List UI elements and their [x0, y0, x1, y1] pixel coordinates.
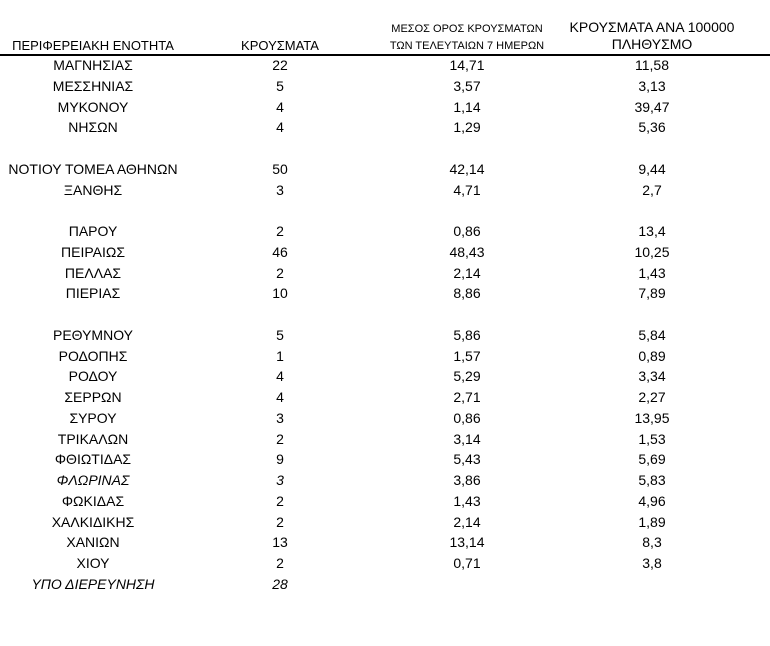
- table-row: [0, 470, 770, 491]
- average-cell: 1,57: [453, 347, 481, 364]
- column-header-per-100000: [556, 19, 748, 53]
- average-cell: 2,14: [453, 513, 481, 530]
- region-cell: ΤΡΙΚΑΛΩΝ: [57, 430, 129, 447]
- table-row: [0, 574, 770, 595]
- per-100000-cell: 8,3: [642, 534, 662, 551]
- region-cell: ΠΕΙΡΑΙΩΣ: [61, 243, 125, 260]
- region-cell: ΥΠΟ ΔΙΕΡΕΥΝΗΣΗ: [31, 575, 155, 592]
- region-cell: ΧΑΛΚΙΔΙΚΗΣ: [51, 513, 135, 530]
- cases-cell: 1: [276, 347, 284, 364]
- cases-cell: 46: [272, 243, 288, 260]
- per-100000-cell: 7,89: [638, 285, 666, 302]
- region-cell: ΡΟΔΟΥ: [68, 368, 118, 385]
- per-100000-cell: 4,96: [638, 492, 666, 509]
- table-row: [0, 325, 770, 346]
- region-cell: ΠΑΡΟΥ: [68, 223, 118, 239]
- table-row: [0, 346, 770, 367]
- cases-cell: 2: [276, 492, 284, 509]
- cases-cell: 2: [276, 555, 284, 571]
- per-100000-cell: 1,43: [638, 264, 666, 281]
- column-header-average: [372, 21, 562, 55]
- average-cell: 8,86: [453, 285, 481, 302]
- per-100000-cell: 9,44: [638, 160, 666, 177]
- average-cell: 5,86: [453, 326, 481, 343]
- cases-cell: 13: [272, 534, 288, 551]
- per-100000-cell: 3,13: [638, 77, 666, 94]
- cases-cell: 3: [276, 472, 284, 488]
- average-cell: 4,71: [453, 181, 481, 198]
- table-row: [0, 221, 770, 242]
- region-cell: ΡΕΘΥΜΝΟΥ: [52, 326, 133, 343]
- per-100000-cell: 5,36: [638, 119, 666, 136]
- table-body: [0, 55, 770, 595]
- average-cell: 1,43: [453, 492, 481, 509]
- column-header-average-line2: ΤΩΝ ΤΕΛΕΥΤΑΙΩΝ 7 ΗΜΕΡΩΝ: [389, 40, 545, 52]
- average-cell: 5,29: [453, 368, 481, 385]
- average-cell: 2,14: [453, 264, 481, 281]
- per-100000-cell: 3,34: [638, 368, 666, 385]
- region-cell: ΜΕΣΣΗΝΙΑΣ: [52, 77, 134, 94]
- region-cell: ΡΟΔΟΠΗΣ: [58, 347, 128, 364]
- table-row: [0, 97, 770, 118]
- region-cell: ΣΕΡΡΩΝ: [64, 389, 122, 405]
- region-cell: ΞΑΝΘΗΣ: [63, 181, 123, 198]
- cases-cell: 2: [276, 513, 284, 530]
- per-100000-cell: 13,95: [634, 409, 670, 426]
- table-row: [0, 283, 770, 304]
- average-cell: 3,57: [453, 77, 481, 94]
- table-row: [0, 159, 770, 180]
- average-cell: 0,86: [453, 223, 481, 239]
- region-cell: ΣΥΡΟΥ: [69, 409, 117, 426]
- table-row: [0, 117, 770, 138]
- average-cell: 2,71: [453, 389, 481, 405]
- column-header-region: ΠΕΡΙΦΕΡΕΙΑΚΗ ΕΝΟΤΗΤΑ: [12, 38, 174, 53]
- table-row: [0, 387, 770, 408]
- region-cell: ΦΛΩΡΙΝΑΣ: [56, 472, 130, 488]
- per-100000-cell: 2,7: [642, 181, 662, 198]
- per-100000-cell: 10,25: [634, 243, 670, 260]
- cases-cell: 5: [276, 77, 284, 94]
- per-100000-cell: 3,8: [642, 555, 662, 571]
- region-cell: ΠΕΛΛΑΣ: [64, 264, 122, 281]
- region-cell: ΦΘΙΩΤΙΔΑΣ: [54, 451, 132, 468]
- per-100000-cell: 5,84: [638, 326, 666, 343]
- cases-cell: 4: [276, 98, 284, 115]
- per-100000-cell: 11,58: [635, 57, 669, 73]
- cases-cell: 10: [272, 285, 288, 302]
- table-row: [0, 76, 770, 97]
- table-row: [0, 55, 770, 76]
- cases-cell: 2: [276, 264, 284, 281]
- table-row: [0, 491, 770, 512]
- cases-cell: 4: [276, 368, 284, 385]
- average-cell: 1,14: [453, 98, 481, 115]
- average-cell: 1,29: [453, 119, 481, 136]
- cases-cell: 5: [276, 326, 284, 343]
- per-100000-cell: 0,89: [638, 347, 666, 364]
- table-row: [0, 449, 770, 470]
- region-cell: ΜΑΓΝΗΣΙΑΣ: [53, 57, 133, 73]
- cases-cell: 4: [276, 119, 284, 136]
- table-row: [0, 429, 770, 450]
- average-cell: 3,14: [453, 430, 481, 447]
- cases-cell: 3: [276, 181, 284, 198]
- table-row: [0, 366, 770, 387]
- region-cell: ΠΙΕΡΙΑΣ: [65, 285, 121, 302]
- per-100000-cell: 13,4: [638, 223, 666, 239]
- average-cell: 42,14: [449, 160, 485, 177]
- per-100000-cell: 5,69: [638, 451, 666, 468]
- region-cell: ΧΑΝΙΩΝ: [66, 534, 120, 551]
- average-cell: 48,43: [449, 243, 485, 260]
- region-cell: ΦΩΚΙΔΑΣ: [61, 492, 125, 509]
- average-cell: 5,43: [453, 451, 481, 468]
- table-row: [0, 242, 770, 263]
- average-cell: 0,86: [453, 409, 481, 426]
- column-header-per-100000-line1: ΚΡΟΥΣΜΑΤΑ ΑΝΑ 100000: [569, 19, 735, 35]
- region-cell: ΜΥΚΟΝΟΥ: [57, 98, 129, 115]
- table-row: [0, 532, 770, 553]
- cases-cell: 2: [276, 430, 284, 447]
- table-spacer-row: [0, 304, 770, 325]
- table-spacer-row: [0, 138, 770, 159]
- per-100000-cell: 1,89: [638, 513, 666, 530]
- per-100000-cell: 1,53: [638, 430, 666, 447]
- column-header-per-100000-line2: ΠΛΗΘΥΣΜΟ: [611, 36, 693, 52]
- region-cell: ΝΟΤΙΟΥ ΤΟΜΕΑ ΑΘΗΝΩΝ: [8, 160, 178, 177]
- table-row: [0, 553, 770, 574]
- table-row: [0, 408, 770, 429]
- region-cell: ΝΗΣΩΝ: [68, 119, 118, 136]
- region-cell: ΧΙΟΥ: [76, 555, 110, 571]
- average-cell: 3,86: [453, 472, 481, 488]
- cases-cell: 3: [276, 409, 284, 426]
- per-100000-cell: 5,83: [638, 472, 666, 488]
- cases-cell: 50: [272, 160, 288, 177]
- table-spacer-row: [0, 200, 770, 221]
- cases-cell: 2: [276, 223, 284, 239]
- average-cell: 14,71: [449, 57, 485, 73]
- column-header-average-line1: ΜΕΣΟΣ ΟΡΟΣ ΚΡΟΥΣΜΑΤΩΝ: [391, 23, 543, 35]
- table-row: [0, 512, 770, 533]
- column-header-cases: ΚΡΟΥΣΜΑΤΑ: [241, 38, 319, 53]
- table-row: [0, 263, 770, 284]
- cases-cell: 4: [276, 389, 284, 405]
- per-100000-cell: 2,27: [638, 389, 666, 405]
- average-cell: 13,14: [449, 534, 485, 551]
- average-cell: 0,71: [453, 555, 481, 571]
- cases-cell: 9: [276, 451, 284, 468]
- table-row: [0, 180, 770, 201]
- cases-cell: 28: [272, 575, 288, 592]
- per-100000-cell: 39,47: [634, 98, 670, 115]
- cases-cell: 22: [272, 57, 288, 73]
